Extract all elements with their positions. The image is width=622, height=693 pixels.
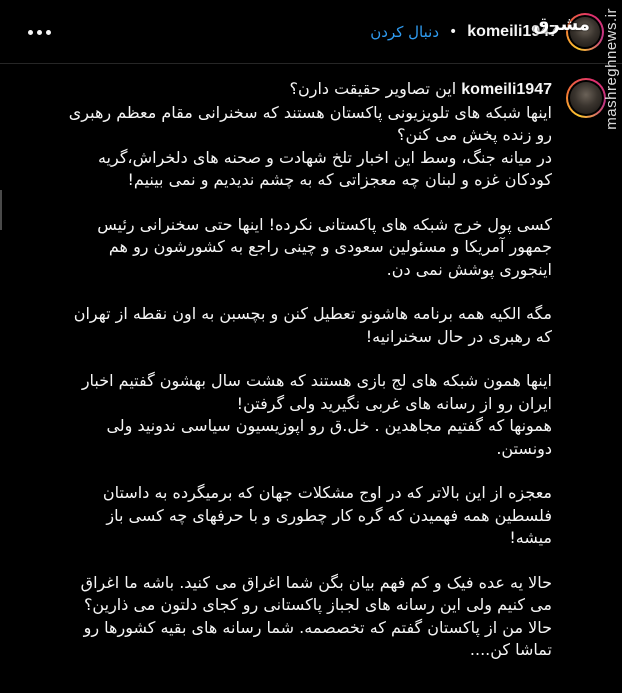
caption-line: اینها شبکه های تلویزیونی پاکستان هستند که سخنرانی مقام معظم رهبری رو زنده پخش می کنن؟ [68,102,552,144]
caption-line: اینها همون شبکه های لج بازی هستند که هشت سال بهشون گفتیم اخبار ایران رو از رسانه های غربی نگیرید ولی گرفتن! [81,371,552,413]
post-header [0,0,622,64]
caption-line: مگه الکیه همه برنامه هاشونو تعطیل کنن و بچسبن به اون نقطه از تهران که رهبری در حال سخنرانیه! [73,304,552,346]
caption-text [64,78,552,684]
caption-paragraph [64,482,552,550]
avatar-inner [568,15,602,49]
more-options-button[interactable] [24,24,55,41]
caption-avatar[interactable] [566,78,606,118]
caption-paragraph [64,78,552,192]
caption-paragraph [64,572,552,662]
header-username-link[interactable]: komeili1947 [467,23,558,40]
more-horizontal-icon [46,30,51,35]
caption-paragraph [64,303,552,348]
caption-paragraph [64,214,552,282]
header-avatar[interactable] [566,13,604,51]
header-divider [0,63,622,64]
separator-dot: • [449,24,458,40]
caption-username-link[interactable]: komeili1947 [461,81,552,98]
caption-line: در میانه جنگ، وسط این اخبار تلخ شهادت و صحنه های دلخراش،گریه کودکان غزه و لبنان چه معجزاتی که به چشم ندیدیم و نمی بینیم! [97,147,552,189]
caption-line: معجزه از این بالاتر که در اوج مشکلات جهان که برمیگرده به داستان فلسطین همه فهمیدن که گره کار چطوری و با حرفهای چه کسی باز میشه! [102,483,552,547]
watermark-text: mashreghnews.ir [603,8,620,130]
avatar-inner [568,80,604,116]
caption-line: همونها که گفتیم مجاهدین . خل.ق رو اپوزیسیون سیاسی ندونید ولی دونستن. [106,416,552,458]
avatar-photo [570,82,602,114]
more-horizontal-icon [37,30,42,35]
caption-line-text: این تصاویر حقیقت دارن؟ [289,79,457,98]
caption-line: حالا من از پاکستان گفتم که تخصصمه. شما رسانه های بقیه کشورها رو تماشا کن.... [83,617,552,659]
follow-button[interactable]: دنبال کردن [370,23,439,41]
avatar-photo [570,17,600,47]
caption-paragraph [64,370,552,460]
watermark-logo: مشرق [533,14,590,35]
more-horizontal-icon [28,30,33,35]
header-user-info [370,13,604,51]
caption-comment [40,78,606,684]
caption-line [64,78,552,102]
caption-line: کسی پول خرج شبکه های پاکستانی نکرده! اینها حتی سخنرانی رئیس جمهور آمریکا و مسئولین سعودی و چینی راجع به کشورشون رو هم اینجوری پوشش نمی دن. [97,214,552,279]
scrollbar[interactable] [0,190,2,230]
caption-line: حالا یه عده فیک و کم فهم بیان بگن شما اغراق می کنید. باشه ما اغراق می کنیم ولی این رسانه های لجباز پاکستانی رو کجای دلتون می ذارین؟ [80,572,552,614]
